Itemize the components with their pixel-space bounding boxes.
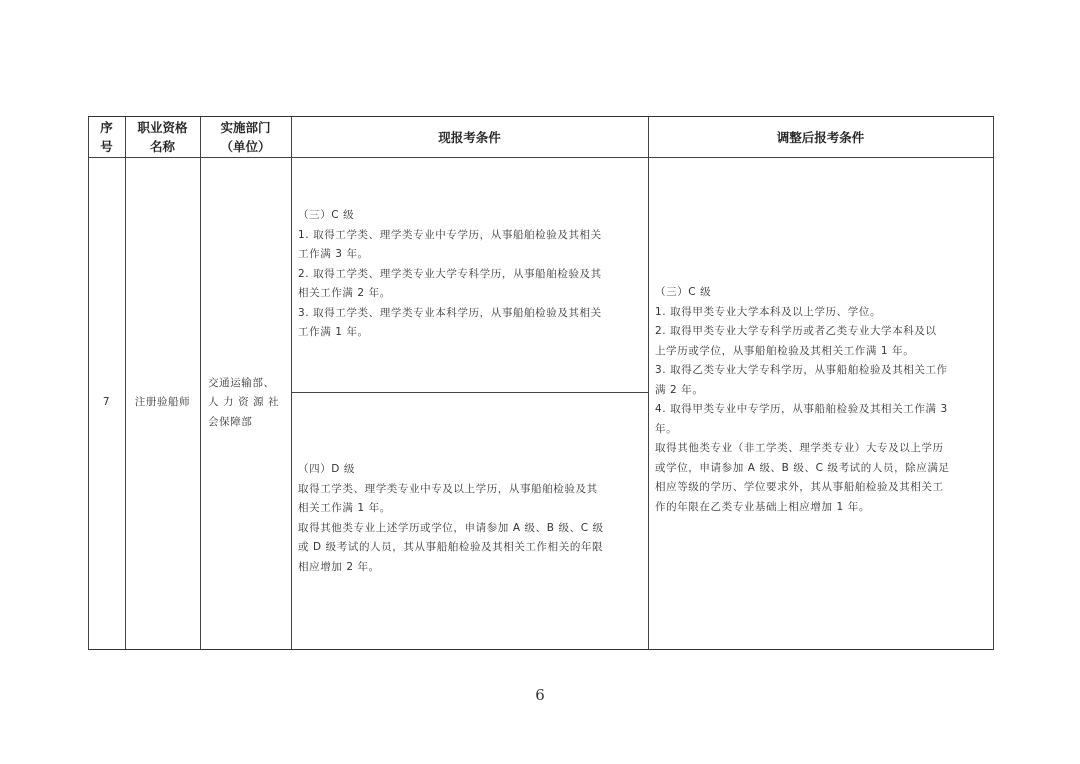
current-c-level-item-2: 2. 取得工学类、理学类专业大学专科学历，从事船舶检验及其 相关工作满 2 年。 bbox=[298, 267, 602, 299]
row-department bbox=[200, 157, 291, 649]
row-split-divider bbox=[291, 392, 648, 393]
row-serial-no bbox=[88, 157, 125, 649]
current-d-level-title: （四）D 级 bbox=[298, 463, 356, 475]
row-qualification-name bbox=[125, 157, 200, 649]
adjusted-c-level-item-3: 3. 取得乙类专业大学专科学历，从事船舶检验及其相关工作 满 2 年。 bbox=[655, 364, 948, 396]
row-serial-no-value: 7 bbox=[102, 396, 111, 409]
current-c-level-item-1: 1. 取得工学类、理学类专业中专学历，从事船舶检验及其相关 工作满 3 年。 bbox=[298, 228, 602, 260]
current-c-level-block bbox=[298, 206, 644, 343]
row-qualification-name-value: 注册验船师 bbox=[134, 396, 191, 409]
adjusted-c-level-item-4: 4. 取得甲类专业中专学历，从事船舶检验及其相关工作满 3 年。 bbox=[655, 403, 948, 435]
header-current-conditions bbox=[291, 117, 648, 157]
page-number: 6 bbox=[535, 686, 545, 704]
adjusted-c-level-note: 取得其他类专业（非工学类、理学类专业）大专及以上学历 或学位，申请参加 A 级、B 级、C 级考试的人员，除应满足 相应等级的学历、学位要求外，其从事船舶检验及其相关工 作的年限在乙类专业基础上相应增加 1 年。 bbox=[655, 442, 950, 513]
adjusted-c-level-item-2: 2. 取得甲类专业大学专科学历或者乙类专业大学本科及以 上学历或学位，从事船舶检验及其相关工作满 1 年。 bbox=[655, 325, 937, 357]
header-department bbox=[200, 117, 291, 157]
header-department-label: 实施部门 （单位） bbox=[220, 120, 271, 154]
table-border-right bbox=[993, 117, 994, 649]
header-serial-no-label: 序 号 bbox=[100, 120, 113, 154]
header-current-conditions-label: 现报考条件 bbox=[438, 129, 501, 145]
header-adjusted-conditions bbox=[648, 117, 993, 157]
current-d-level-item-2: 取得其他类专业上述学历或学位，申请参加 A 级、B 级、C 级 或 D 级考试的人员，其从事船舶检验及其相关工作相关的年限 相应增加 2 年。 bbox=[298, 521, 604, 573]
current-c-level-item-3: 3. 取得工学类、理学类专业本科学历，从事船舶检验及其相关 工作满 1 年。 bbox=[298, 306, 602, 338]
adjusted-c-level-title: （三）C 级 bbox=[655, 286, 712, 298]
current-d-level-block bbox=[298, 460, 644, 577]
header-qualification-name-label: 职业资格 名称 bbox=[137, 120, 188, 154]
current-d-level-item-1: 取得工学类、理学类专业中专及以上学历，从事船舶检验及其 相关工作满 1 年。 bbox=[298, 482, 598, 514]
current-c-level-title: （三）C 级 bbox=[298, 209, 355, 221]
row-department-value: 交通运输部、 人 力 资 源 社 会保障部 bbox=[208, 376, 280, 428]
header-qualification-name bbox=[125, 117, 200, 157]
adjusted-c-level-item-1: 1. 取得甲类专业大学本科及以上学历、学位。 bbox=[655, 305, 882, 318]
header-serial-no bbox=[88, 117, 125, 157]
header-adjusted-conditions-label: 调整后报考条件 bbox=[776, 129, 865, 145]
adjusted-c-level-block bbox=[655, 283, 991, 517]
column-divider bbox=[291, 117, 292, 649]
column-divider bbox=[648, 117, 649, 649]
qualification-table bbox=[88, 116, 994, 650]
